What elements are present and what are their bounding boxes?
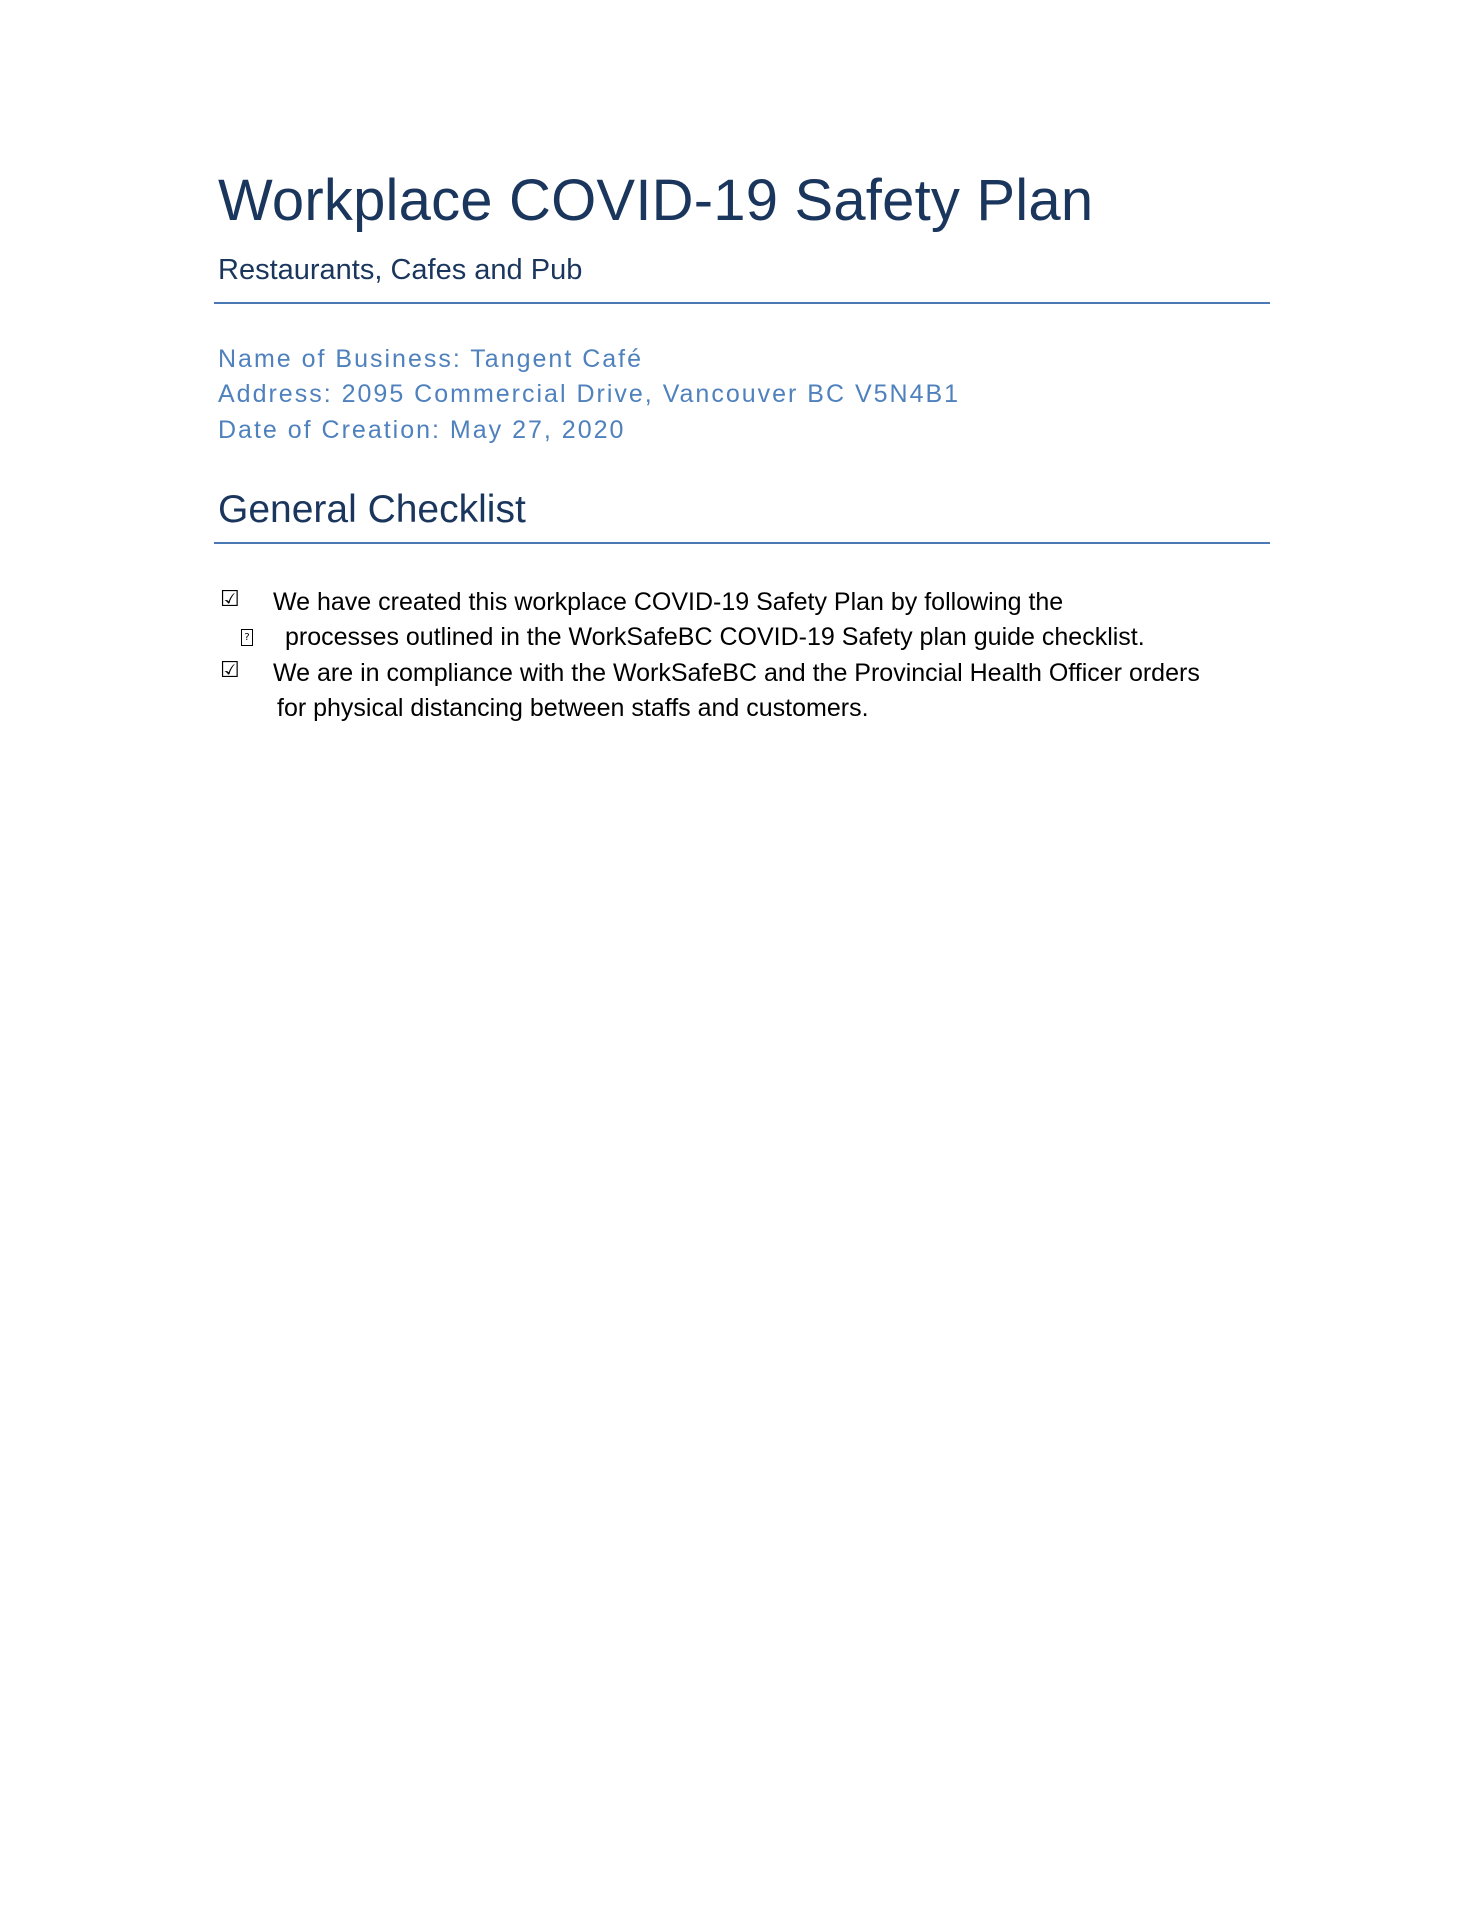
document-subtitle: Restaurants, Cafes and Pub <box>218 254 583 286</box>
checklist-item-text: We are in compliance with the WorkSafeBC and the Provincial Health Officer orders <box>273 659 1200 687</box>
checklist-item-text: for physical distancing between staffs and customers. <box>277 694 869 722</box>
section-divider <box>214 542 1270 544</box>
missing-glyph-icon: ? <box>241 629 253 646</box>
checklist-item-text: processes outlined in the WorkSafeBC COVID-19 Safety plan guide checklist. <box>285 623 1145 651</box>
checklist-item-text: We have created this workplace COVID-19 Safety Plan by following the <box>273 588 1064 616</box>
creation-date: Date of Creation: May 27, 2020 <box>218 416 626 444</box>
checked-box-icon: ☑ <box>220 587 240 612</box>
business-address: Address: 2095 Commercial Drive, Vancouver BC V5N4B1 <box>218 380 961 408</box>
checked-box-icon: ☑ <box>220 658 240 683</box>
section-heading: General Checklist <box>218 488 526 531</box>
business-name: Name of Business: Tangent Café <box>218 345 644 373</box>
document-title: Workplace COVID-19 Safety Plan <box>218 168 1094 233</box>
title-divider <box>214 302 1270 304</box>
